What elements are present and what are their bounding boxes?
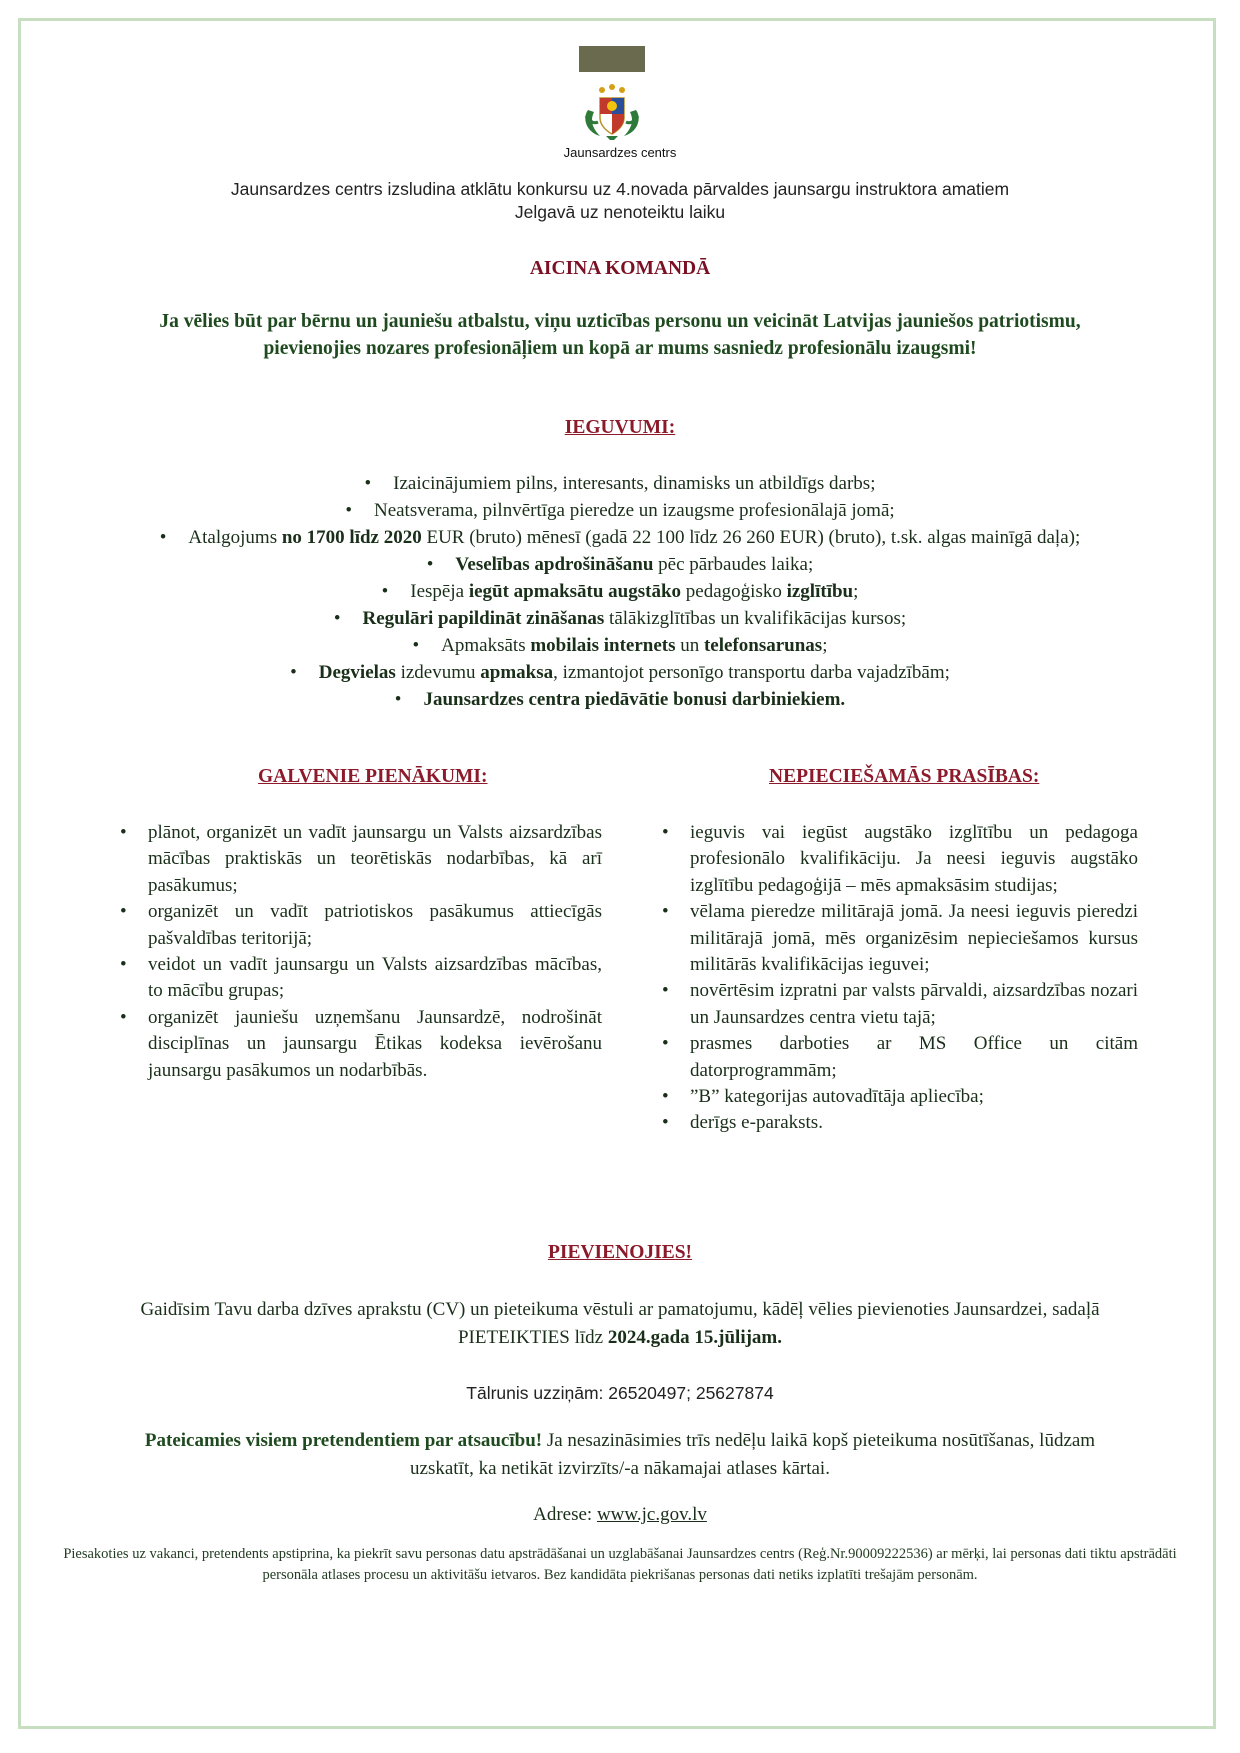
benefit-text: Jaunsardzes centra piedāvātie bonusi darbiniekiem.: [423, 689, 846, 710]
benefit-item: [140, 524, 1100, 551]
benefit-text: tālākizglītības un kvalifikācijas kursos;: [604, 608, 907, 629]
benefit-text: Regulāri papildināt zināšanas: [362, 608, 605, 629]
benefits-list: [140, 470, 1100, 713]
benefit-text: Atalgojums: [188, 527, 282, 548]
duty-item: • veidot un vadīt jaunsargu un Valsts aizsardzības mācības, to mācību grupas;: [120, 952, 602, 1005]
benefit-text: ;: [822, 635, 828, 656]
benefit-text: mobilais internets: [530, 635, 676, 656]
privacy-notice: Piesakoties uz vakanci, pretendents apstiprina, ka piekrīt savu personas datu apstrādāšanai un uzglabāšanai Jaunsardzes centrs (Reģ.Nr.90009222536) ar mērķi, lai personas dati tiktu apstrādāti personāla atlases procesu un aktivitāšu ietvaros. Bez kandidāta piekrišanas personas dati netiks izplatīti trešajām personām.: [63, 1546, 1177, 1583]
benefit-text: apmaksa: [480, 662, 554, 683]
address: [0, 1501, 1240, 1529]
main-heading: AICINA KOMANDĀ: [529, 258, 711, 279]
benefit-text: no 1700 līdz 2020: [281, 527, 422, 548]
benefit-text: telefonsarunas: [703, 635, 823, 656]
benefit-item: [140, 551, 1100, 578]
benefit-item: [140, 659, 1100, 686]
requirement-item: • derīgs e-paraksts.: [662, 1110, 1138, 1136]
benefit-text: izglītību: [786, 581, 854, 602]
benefit-text: EUR (bruto) mēnesī (gadā 22 100 līdz 26 260 EUR) (bruto), t.sk. algas mainīgā daļa);: [421, 527, 1081, 548]
address-label: Adrese:: [533, 1504, 597, 1525]
thanks-text: [0, 1427, 1240, 1483]
requirement-item: • novērtēsim izpratni par valsts pārvaldi, aizsardzības nozari un Jaunsardzes centra vietu tajā;: [662, 978, 1138, 1031]
benefit-item: [140, 605, 1100, 632]
benefit-item: [140, 686, 1100, 713]
benefit-text: pedagoģisko: [681, 581, 787, 602]
requirement-item: • prasmes darboties ar MS Office un citām datorprogrammām;: [662, 1031, 1138, 1084]
benefit-text: Izaicinājumiem pilns, interesants, dinamisks un atbildīgs darbs;: [393, 473, 876, 494]
benefit-item: [140, 578, 1100, 605]
requirement-item: • vēlama pieredze militārajā jomā. Ja neesi ieguvis pieredzi militārajā jomā, mēs organizēsim nepieciešamos kursus militārās kvalifikācijas ieguvei;: [662, 899, 1138, 978]
duties-list: [120, 820, 602, 1084]
coat-of-arms-icon: [580, 76, 644, 140]
phone-info: Tālrunis uzziņām: 26520497; 25627874: [466, 1383, 774, 1403]
logo-name: Jaunsardzes centrs: [563, 145, 677, 160]
intro-line-2: Jelgavā uz nenoteiktu laiku: [514, 202, 726, 222]
benefit-text: , izmantojot personīgo transportu darba vajadzībām;: [553, 662, 950, 683]
requirement-item: • ieguvis vai iegūst augstāko izglītību un pedagoga profesionālo kvalifikāciju. Ja neesi ieguvis augstāko izglītību pedagoģijā – mēs apmaksāsim studijas;: [662, 820, 1138, 899]
benefit-text: un: [675, 635, 704, 656]
benefit-text: Veselības apdrošināšanu: [455, 554, 654, 575]
benefit-item: [140, 632, 1100, 659]
benefit-text: ;: [853, 581, 859, 602]
requirement-item: • ”B” kategorijas autovadītāja apliecība;: [662, 1084, 1138, 1110]
requirements-list: [662, 820, 1138, 1137]
benefit-text: Apmaksāts: [441, 635, 531, 656]
duty-item: • plānot, organizēt un vadīt jaunsargu un Valsts aizsardzības mācības praktiskās un teorētiskās nodarbības, kā arī pasākumus;: [120, 820, 602, 899]
thanks-rest: Ja nesazināsimies trīs nedēļu laikā kopš pieteikuma nosūtīšanas, lūdzam uzskatīt, ka netikāt izvirzīts/-a nākamajai atlases kārtai.: [410, 1430, 1096, 1479]
benefit-item: [140, 470, 1100, 497]
cv-instructions: [0, 1296, 1240, 1352]
benefit-text: iegūt apmaksātu augstāko: [468, 581, 682, 602]
website-link[interactable]: www.jc.gov.lv: [596, 1504, 707, 1525]
requirements-title: NEPIECIEŠAMĀS PRASĪBAS:: [769, 766, 1040, 787]
intro-text: [0, 178, 1240, 224]
logo-bar: [579, 46, 645, 72]
intro-line-1: Jaunsardzes centrs izsludina atklātu konkursu uz 4.novada pārvaldes jaunsargu instruktora amatiem: [230, 179, 1010, 199]
benefits-title: IEGUVUMI:: [564, 417, 676, 438]
thanks-bold: Pateicamies visiem pretendentiem par atsaucību!: [144, 1430, 543, 1451]
benefit-item: [140, 497, 1100, 524]
duty-item: • organizēt un vadīt patriotiskos pasākumus attiecīgās pašvaldības teritorijā;: [120, 899, 602, 952]
benefit-text: Iespēja: [410, 581, 469, 602]
cv-text: Gaidīsim Tavu darba dzīves aprakstu (CV) un pieteikuma vēstuli ar pamatojumu, kādēļ vēlies pievienoties Jaunsardzei, sadaļā PIETEIKTIES līdz: [140, 1299, 1100, 1348]
benefit-text: pēc pārbaudes laika;: [653, 554, 814, 575]
deadline: 2024.gada 15.jūlijam.: [607, 1327, 783, 1348]
duties-title: GALVENIE PIENĀKUMI:: [258, 766, 488, 787]
benefit-text: Neatsverama, pilnvērtīga pieredze un izaugsme profesionālajā jomā;: [373, 500, 895, 521]
duty-item: • organizēt jauniešu uzņemšanu Jaunsardzē, nodrošināt disciplīnas un jaunsargu Ētikas kodeksa ievērošanu jaunsargu pasākumos un nodarbībās.: [120, 1005, 602, 1084]
tagline: Ja vēlies būt par bērnu un jauniešu atbalstu, viņu uzticības personu un veicināt Latvijas jauniešos patriotismu, pievienojies nozares profesionāļiem un kopā ar mums sasniedz profesionālu izaugsmi!: [159, 311, 1081, 359]
benefit-text: Degvielas: [318, 662, 396, 683]
join-title: PIEVIENOJIES!: [547, 1242, 693, 1263]
benefit-text: izdevumu: [395, 662, 481, 683]
